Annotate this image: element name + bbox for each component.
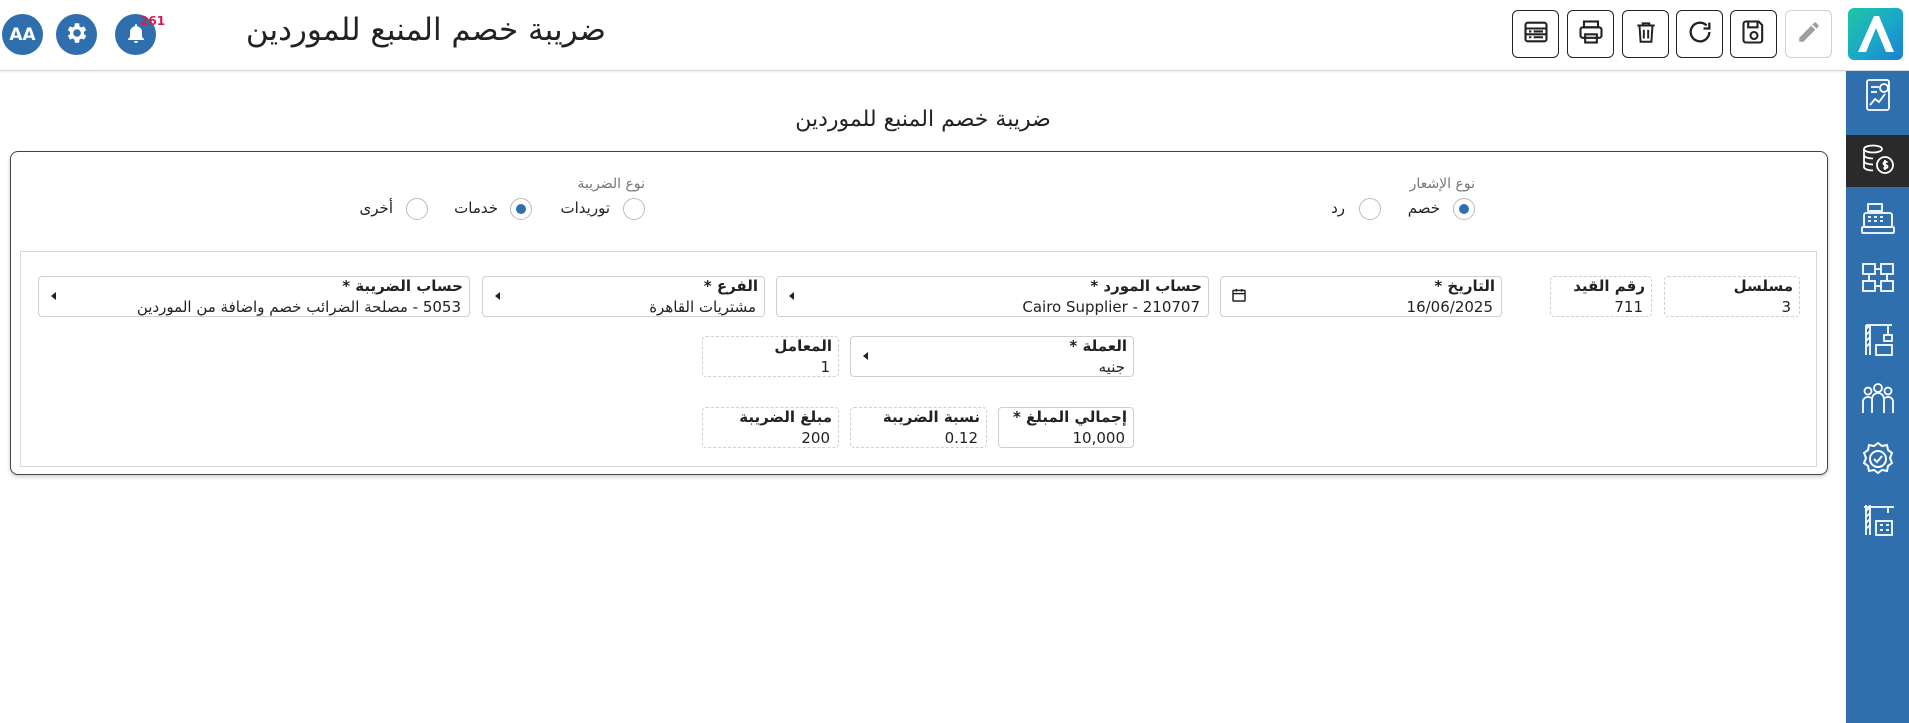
date-value: 16/06/2025: [1406, 298, 1493, 316]
exchange-rate-value: 1: [820, 358, 830, 376]
branch-select[interactable]: [482, 276, 765, 317]
user-avatar[interactable]: AA: [2, 14, 43, 55]
supplier-account-label: حساب المورد *: [1090, 277, 1202, 295]
radio-tax-supplies[interactable]: [623, 198, 645, 220]
page-heading: ضريبة خصم المنبع للموردين: [795, 107, 1051, 132]
details-list-icon: [1521, 18, 1551, 50]
entry-number-label: رقم القيد: [1573, 277, 1645, 295]
tax-ratio-value: 0.12: [944, 429, 978, 447]
notice-type-label: نوع الإشعار: [1409, 176, 1475, 192]
construction-crane-icon: [1858, 319, 1898, 363]
edit-icon: [1796, 19, 1822, 49]
total-amount-value: 10,000: [1072, 429, 1125, 447]
radio-tax-other-label: أخرى: [359, 199, 393, 217]
date-label: التاريخ *: [1434, 277, 1495, 295]
radio-tax-supplies-label: توريدات: [560, 199, 610, 217]
refresh-button[interactable]: [1676, 10, 1723, 58]
tax-type-label: نوع الضريبة: [577, 176, 645, 192]
radio-notice-deduct[interactable]: [1453, 198, 1475, 220]
dropdown-caret-icon: [51, 292, 56, 300]
branch-value: مشتريات القاهرة: [649, 298, 756, 316]
save-icon: [1740, 18, 1768, 50]
exchange-rate-label: المعامل: [774, 337, 832, 355]
notification-count-badge: 261: [140, 14, 166, 28]
serial-field: [1664, 276, 1800, 317]
refresh-icon: [1686, 18, 1714, 50]
radio-tax-services[interactable]: [510, 198, 532, 220]
radio-notice-deduct-label: خصم: [1407, 199, 1440, 217]
edit-button[interactable]: [1785, 10, 1832, 58]
currency-select[interactable]: [850, 336, 1134, 377]
app-logo[interactable]: [1848, 8, 1903, 60]
dropdown-caret-icon: [495, 292, 500, 300]
side-navigation: [1846, 71, 1909, 723]
serial-label: مسلسل: [1733, 277, 1793, 295]
sidebar-item-projects[interactable]: [1846, 315, 1909, 367]
radio-notice-refund[interactable]: [1359, 198, 1381, 220]
approval-badge-icon: [1858, 439, 1898, 483]
employees-icon: [1858, 379, 1898, 423]
tax-amount-field: [702, 407, 839, 448]
sidebar-item-employees[interactable]: [1846, 375, 1909, 427]
sidebar-item-reports[interactable]: [1846, 71, 1909, 123]
serial-value: 3: [1781, 298, 1791, 316]
radio-tax-services-label: خدمات: [454, 199, 498, 217]
sidebar-item-finance[interactable]: [1846, 135, 1909, 187]
settings-button[interactable]: [56, 14, 97, 55]
tax-amount-value: 200: [801, 429, 830, 447]
top-bar: [0, 0, 1909, 71]
warehouse-icon: [1858, 259, 1898, 303]
exchange-rate-field: [702, 336, 839, 377]
total-amount-label: إجمالي المبلغ *: [1012, 408, 1127, 426]
delete-icon: [1633, 18, 1659, 50]
tax-account-select[interactable]: [38, 276, 470, 317]
page-title: ضريبة خصم المنبع للموردين: [245, 12, 606, 48]
tax-ratio-label: نسبة الضريبة: [882, 408, 980, 426]
radio-notice-refund-label: رد: [1331, 199, 1345, 217]
tax-amount-label: مبلغ الضريبة: [739, 408, 832, 426]
crane-building-icon: [1858, 499, 1898, 543]
currency-value: جنيه: [1098, 358, 1125, 376]
sidebar-item-approvals[interactable]: [1846, 435, 1909, 487]
tax-account-value: 5053 - مصلحة الضرائب خصم واضافة من الموردين: [136, 298, 461, 316]
delete-button[interactable]: [1622, 10, 1669, 58]
calendar-icon[interactable]: [1231, 287, 1247, 307]
finance-coins-icon: [1858, 139, 1898, 183]
tax-ratio-field: [850, 407, 987, 448]
currency-label: العملة *: [1069, 337, 1127, 355]
supplier-account-select[interactable]: [776, 276, 1209, 317]
entry-number-field: [1550, 276, 1652, 317]
cash-register-icon: [1858, 199, 1898, 243]
tax-account-label: حساب الضريبة *: [342, 277, 463, 295]
date-input[interactable]: [1220, 276, 1502, 317]
dropdown-caret-icon: [789, 292, 794, 300]
sidebar-item-warehouse[interactable]: [1846, 255, 1909, 307]
sidebar-item-construction[interactable]: [1846, 495, 1909, 547]
details-list-button[interactable]: [1512, 10, 1559, 58]
print-icon: [1577, 18, 1605, 50]
supplier-account-value: Cairo Supplier - 210707: [1022, 298, 1200, 316]
total-amount-input[interactable]: [998, 407, 1134, 448]
save-button[interactable]: [1730, 10, 1777, 58]
entry-number-value: 711: [1614, 298, 1643, 316]
radio-tax-other[interactable]: [406, 198, 428, 220]
sidebar-item-pos[interactable]: [1846, 195, 1909, 247]
branch-label: الفرع *: [703, 277, 758, 295]
dropdown-caret-icon: [863, 352, 868, 360]
reports-icon: [1858, 75, 1898, 119]
print-button[interactable]: [1567, 10, 1614, 58]
gear-icon: [64, 20, 90, 50]
